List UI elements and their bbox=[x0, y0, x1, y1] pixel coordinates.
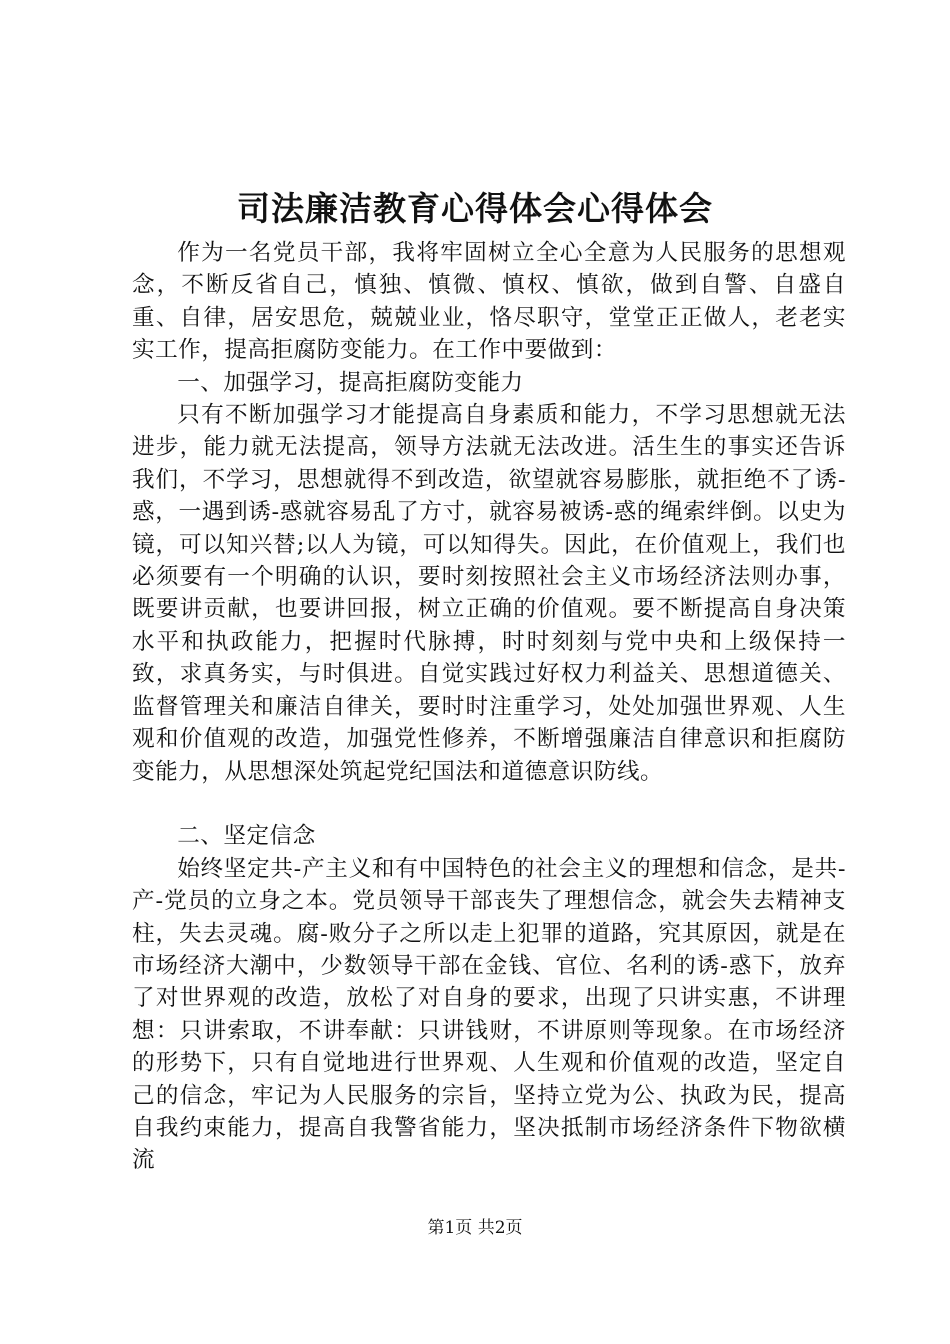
section-2-paragraph: 始终坚定共-产主义和有中国特色的社会主义的理想和信念，是共-产-党员的立身之本。党员领导干部丧失了理想信念，就会失去精神支柱，失去灵魂。腐-败分子之所以走上犯罪的道路，究其原因，就是在市场经济大潮中，少数领导干部在金钱、官位、名利的诱-惑下，放弃了对世界观的改造，放松了对自身的要求，出现了只讲实惠，不讲理想：只讲索取，不讲奉献：只讲钱财，不讲原则等现象。在市场经济的形势下，只有自觉地进行世界观、人生观和价值观的改造，坚定自己的信念，牢记为人民服务的宗旨，坚持立党为公、执政为民，提高自我约束能力，提高自我警省能力，坚决抵制市场经济条件下物欲横流 bbox=[132, 855, 846, 1174]
section-1-heading: 一、加强学习，提高拒腐防变能力 bbox=[177, 369, 524, 396]
section-1-paragraph: 只有不断加强学习才能提高自身素质和能力，不学习思想就无法进步，能力就无法提高，领导方法就无法改进。活生生的事实还告诉我们，不学习，思想就得不到改造，欲望就容易膨胀，就拒绝不了诱-惑，一遇到诱-惑就容易乱了方寸，就容易被诱-惑的绳索绊倒。以史为镜，可以知兴替;以人为镜，可以知得失。因此，在价值观上，我们也必须要有一个明确的认识，要时刻按照社会主义市场经济法则办事，既要讲贡献，也要讲回报，树立正确的价值观。要不断提高自身决策水平和执政能力，把握时代脉搏，时时刻刻与党中央和上级保持一致，求真务实，与时俱进。自觉实践过好权力利益关、思想道德关、监督管理关和廉洁自律关，要时时注重学习，处处加强世界观、人生观和价值观的改造，加强党性修养，不断增强廉洁自律意识和拒腐防变能力，从思想深处筑起党纪国法和道德意识防线。 bbox=[132, 402, 846, 785]
intro-paragraph: 作为一名党员干部，我将牢固树立全心全意为人民服务的思想观念，不断反省自己，慎独、慎微、慎权、慎欲，做到自警、自盛自重、自律，居安思危，兢兢业业，恪尽职守，堂堂正正做人，老老实实工作，提高拒腐防变能力。在工作中要做到： bbox=[132, 240, 846, 364]
blank-line bbox=[132, 788, 846, 820]
document-body bbox=[132, 237, 846, 1177]
page-number-footer: 第1页 共2页 bbox=[427, 1218, 523, 1238]
section-2-heading: 二、坚定信念 bbox=[177, 823, 316, 850]
document-title: 司法廉洁教育心得体会心得体会 bbox=[237, 189, 713, 228]
